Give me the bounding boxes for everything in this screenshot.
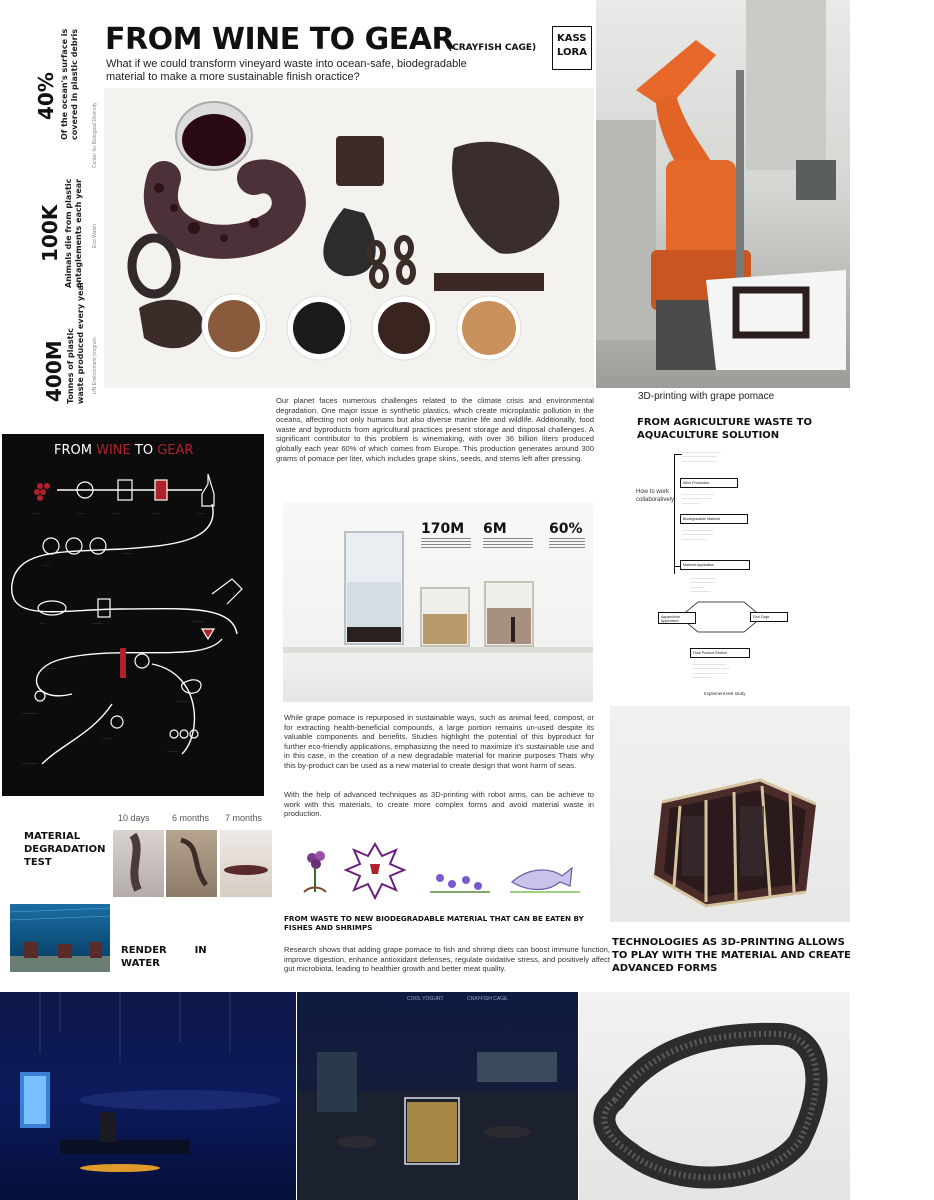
beaker-stat-2-note: [483, 538, 533, 550]
middle-paragraph-2: With the help of advanced techniques as 3D-printing with robot arms, can be achieve to work with this materials, to create more complex forms and avoid material waste in production.: [284, 790, 594, 819]
beaker-stat-2: 6M: [483, 521, 507, 537]
flowchart-box-4: Aquaculture Application: [658, 612, 696, 624]
degradation-photo-6-months: [166, 830, 217, 897]
svg-text:...........: ...........: [177, 699, 188, 703]
grape-plant-icon: [304, 851, 326, 892]
author-line-2: LORA: [557, 47, 587, 58]
stat-caption-1: Of the ocean's surface is covered in plastic debris: [60, 28, 79, 140]
fish-icon: [510, 868, 580, 892]
degradation-photo-7-months: [220, 830, 272, 897]
author-badge: [552, 26, 592, 70]
robot-caption: 3D-printing with grape pomace: [638, 391, 775, 402]
svg-text:............: ............: [192, 619, 204, 623]
stat-caption-3: Tonnes of plastic waste produced every year: [66, 281, 85, 404]
printed-frame-photo: [579, 992, 850, 1200]
svg-text:..........: ..........: [102, 736, 112, 740]
infographic-title: FROM WINE TO GEAR: [54, 443, 194, 458]
middle-paragraph: While grape pomace is repurposed in sustainable ways, such as animal feed, compost, or for extracting health-beneficial compounds, a large portion remains un-used despite its valuable components and benefits. Studies highlight the potential of this byproduct for further eco-friendly applications, emphasizing the need to maximize it's sustainable use and in this case, in the creation of a new degradable material for marine purposes Thats why this by-product can be used as a new material to create design that wont harm of seas.: [284, 713, 594, 770]
degradation-label-2: 6 months: [172, 813, 210, 823]
research-question: What if we could transform vineyard waste into ocean-safe, biodegradable material to make a more sustainable finish oractice?: [106, 58, 467, 83]
svg-text:........: ........: [197, 511, 205, 515]
stat-value-3: 400M: [42, 340, 66, 402]
crayfish-cage-photo: [610, 706, 850, 922]
svg-text:.......: .......: [77, 511, 84, 515]
svg-text:.......: .......: [32, 511, 39, 515]
flowchart-side-label: How to work collaboratively: [636, 489, 675, 503]
degradation-photo-10-days: [113, 830, 164, 897]
svg-text:......: ......: [40, 621, 46, 625]
stat-source-1: Center for Biological Diversity: [92, 102, 98, 168]
degradation-label-3: 7 months: [225, 813, 263, 823]
svg-text:..........: ..........: [122, 551, 132, 555]
flowchart-end-label: Implement test study: [704, 691, 746, 696]
intro-paragraph: Our planet faces numerous challenges related to the climate crisis and environmental degradation. One major issue is synthetic plastics, which create microplastic pollution in the oceans, affecting not only humans but also diverse marine life and wildlife. Additionally, food waste and byproducts from agricultural practices present storage and disposal challenges. A significant contributor to this problem is winemaking, with over 36 billion liters produced globally each year 60% of which comes from Europe. This production generates around 300 grams of pomace per liter, which includes grape skins, seeds, and stems left after pressing.: [276, 396, 594, 463]
beaker-stat-3-note: [549, 538, 585, 548]
fish-heading: FROM WASTE TO NEW BIODEGRADABLE MATERIAL THAT CAN BE EATEN BY FISHES AND SHRIMPS: [284, 914, 584, 932]
flowchart-title: FROM AGRICULTURE WASTE TO AQUACULTURE SOLUTION: [637, 417, 812, 441]
beaker-stat-1-note: [421, 538, 471, 548]
stat-source-3: UN Environment program: [92, 337, 98, 394]
svg-text:.......: .......: [152, 511, 159, 515]
technologies-heading: TECHNOLOGIES AS 3D-PRINTING ALLOWS TO PLAY WITH THE MATERIAL AND CREATE ADVANCED FORMS: [612, 937, 851, 974]
fish-paragraph: Research shows that adding grape pomace to fish and shrimp diets can boost immune function, improve digestion, enhance antioxidant defenses, regulate oxidative stress, and positively affect gut microbiota, leading to healthier growth and better meat quality.: [284, 945, 610, 974]
process-infographic: [2, 434, 264, 796]
flowchart-box-6: Final Product Review: [690, 648, 750, 658]
degradation-title: MATERIAL DEGRADATION TEST: [24, 831, 106, 868]
page-title: FROM WINE TO GEAR: [105, 22, 455, 57]
svg-text:........: ........: [42, 563, 50, 567]
beaker-stat-3: 60%: [549, 521, 583, 537]
svg-text:........: ........: [112, 511, 120, 515]
exhibition-label-1: COOL YOGURT: [407, 996, 444, 1002]
materials-photo: [104, 88, 594, 388]
flowchart-box-5: Fish Cage: [750, 612, 788, 622]
svg-text:..........: ..........: [92, 621, 102, 625]
exhibition-label-2: CRAYFISH CAGE: [467, 996, 508, 1002]
feed-illustrations: [290, 842, 600, 902]
author-line-1: KASS: [557, 33, 587, 44]
flowchart-box-1: Wine Production: [680, 478, 738, 488]
svg-text:...............: ...............: [42, 666, 57, 670]
stat-value-2: 100K: [38, 204, 62, 262]
robot-arm-photo: [596, 0, 850, 388]
flowchart-box-3: Material Application: [680, 560, 750, 570]
svg-text:.................: .................: [22, 761, 39, 765]
exhibition-photo-middle: [297, 992, 578, 1200]
render-in-water-image: [10, 904, 110, 972]
stat-caption-2: Animals die from plastic entaglements each year: [64, 178, 83, 288]
svg-text:............: ............: [167, 749, 179, 753]
flowchart: How to work collaboratively ....................................... ................................... .................................. Wine Production ................................ ............................. .................. Biodegradable Material ............................... ................................ ......................... Material Application .......................... ......................... .............. .................... Aquaculture Application Fish Cage Final Product Review .................................. ...................................... ................................... .................. Implement test study: [612, 444, 822, 706]
flowchart-box-2: Biodegradable Material: [680, 514, 748, 524]
beaker-stat-1: 170M: [421, 521, 465, 537]
stat-value-1: 40%: [34, 72, 58, 120]
page-subtitle: (CRAYFISH CAGE): [448, 43, 537, 53]
stat-source-2: Eco Watch: [92, 224, 98, 248]
degradation-label-1: 10 days: [118, 813, 150, 823]
flowers-icon: [430, 874, 490, 892]
svg-text:.................: .................: [22, 711, 39, 715]
render-label: RENDER IN WATER: [121, 945, 207, 969]
wine-burst-icon: [346, 844, 404, 898]
exhibition-photo-left: [0, 992, 296, 1200]
